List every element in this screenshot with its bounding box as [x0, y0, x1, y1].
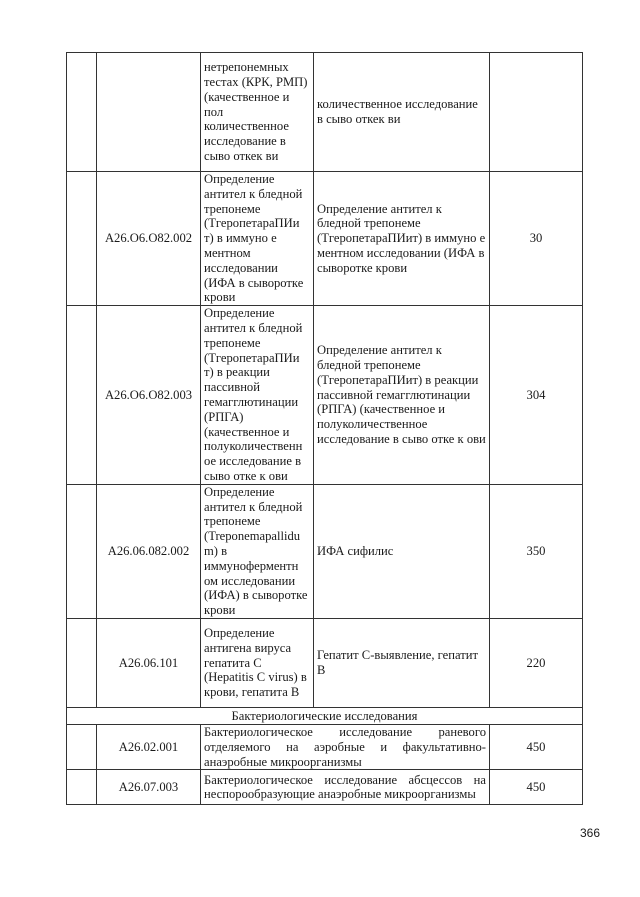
table-row	[67, 484, 583, 618]
service-name-cell: Определение антител к бледной трепонеме (ТгеропетараПИи т) в реакции пассивной гемагглютинации (РПГА) (качественное и полуколичественн ое исследование в сыво отке к ови	[201, 306, 314, 485]
table-row	[67, 306, 583, 485]
price-cell: 450	[490, 770, 583, 805]
price-cell	[490, 53, 583, 172]
service-name-cell: Определение антигена вируса гепатита С (Hepatitis С virus) в крови, гепатита В	[201, 618, 314, 707]
price-cell: 350	[490, 484, 583, 618]
service-code-cell: А26.06.101	[97, 618, 201, 707]
service-name-cell: Определение антител к бледной трепонеме (Treponemapallidu m) в иммуноферментн ом исследовании (ИФА) в сыворотке крови	[201, 484, 314, 618]
service-code-cell: А26.О6.О82.003	[97, 306, 201, 485]
service-code-cell: А26.07.003	[97, 770, 201, 805]
service-code-cell: А26.02.001	[97, 724, 201, 769]
service-description-cell: Гепатит С-выявление, гепатит В	[314, 618, 490, 707]
row-number-cell	[67, 724, 97, 769]
price-cell: 220	[490, 618, 583, 707]
page-number: 366	[580, 826, 601, 840]
service-name-cell: Бактериологическое исследование абсцессов на неспорообразующие анаэробные микроорганизмы	[201, 770, 490, 805]
service-code-cell: А26.О6.О82.002	[97, 172, 201, 306]
price-cell: 30	[490, 172, 583, 306]
table-row	[67, 618, 583, 707]
table-row	[67, 53, 583, 172]
row-number-cell	[67, 53, 97, 172]
service-description-cell: ИФА сифилис	[314, 484, 490, 618]
service-description-cell: Определение антител к бледной трепонеме (ТгеропетараПИит) в иммуно е ментном исследовании (ИФА в сыворотке крови	[314, 172, 490, 306]
table-row	[67, 172, 583, 306]
service-description-cell: Определение антител к бледной трепонеме (ТгеропетараПИит) в реакции пассивной гемагглютинации (РПГА) (качественное и полуколичественное исследование в сыво отке к ови	[314, 306, 490, 485]
row-number-cell	[67, 484, 97, 618]
price-cell: 304	[490, 306, 583, 485]
table-row	[67, 724, 583, 769]
row-number-cell	[67, 172, 97, 306]
section-title: Бактериологические исследования	[67, 707, 583, 724]
service-name-cell: Определение антител к бледной трепонеме (ТгеропетараПИи т) в иммуно е ментном исследовании (ИФА в сыворотке крови	[201, 172, 314, 306]
service-description-cell: количественное исследование в сыво откек ви	[314, 53, 490, 172]
section-header-row	[67, 707, 583, 724]
table-row	[67, 770, 583, 805]
price-list-table	[66, 52, 583, 805]
row-number-cell	[67, 770, 97, 805]
service-code-cell	[97, 53, 201, 172]
row-number-cell	[67, 618, 97, 707]
service-name-cell: Бактериологическое исследование раневого отделяемого на аэробные и факультативно-анаэробные микроорганизмы	[201, 724, 490, 769]
price-cell: 450	[490, 724, 583, 769]
service-name-cell: нетрепонемных тестах (КРК, РМП) (качественное и пол количественное исследование в сыво откек ви	[201, 53, 314, 172]
row-number-cell	[67, 306, 97, 485]
service-code-cell: А26.06.082.002	[97, 484, 201, 618]
